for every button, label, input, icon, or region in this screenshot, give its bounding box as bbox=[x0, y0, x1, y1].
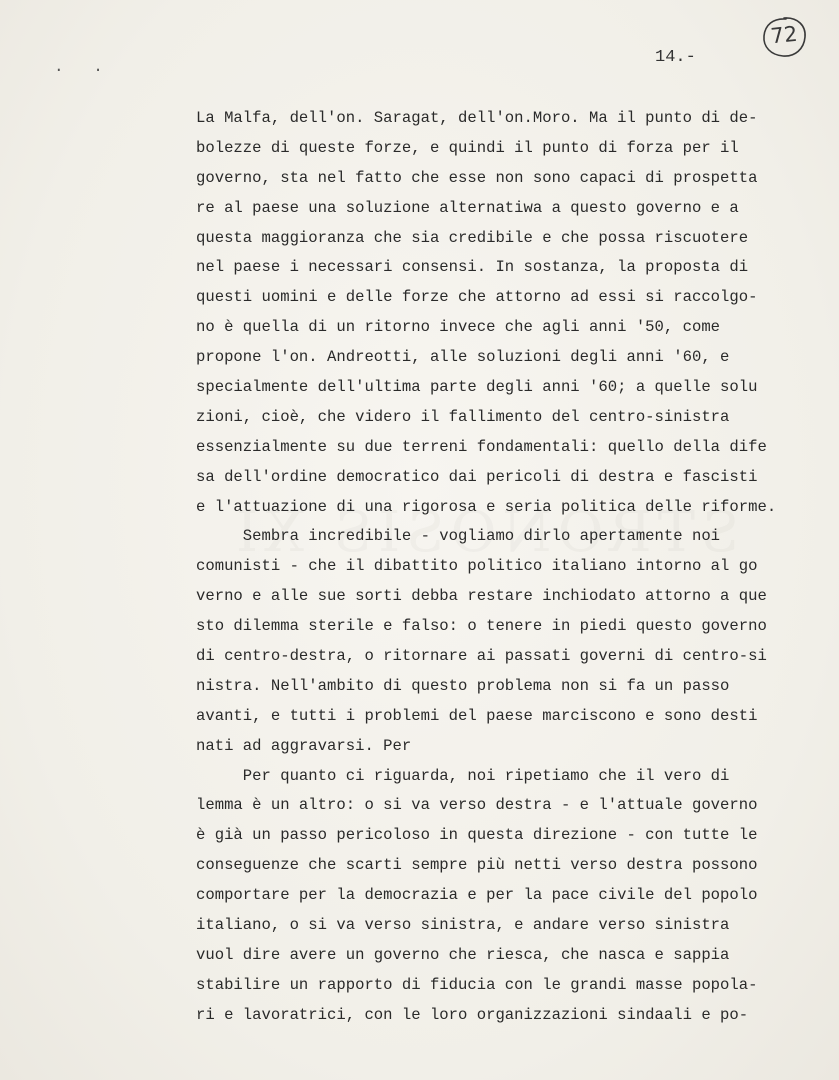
text-line: questi uomini e delle forze che attorno ad essi si raccolgo- bbox=[196, 288, 758, 307]
text-line: conseguenze che scarti sempre più netti verso destra possono bbox=[196, 856, 758, 875]
text-line: specialmente dell'ultima parte degli anni '60; a quelle solu bbox=[196, 378, 758, 397]
text-line: re al paese una soluzione alternatiwa a questo governo e a bbox=[196, 198, 739, 217]
text-line: vuol dire avere un governo che riesca, che nasca e sappia bbox=[196, 945, 730, 964]
text-line: governo, sta nel fatto che esse non sono capaci di prospetta bbox=[196, 168, 758, 187]
text-line: nistra. Nell'ambito di questo problema non si fa un passo bbox=[196, 676, 730, 695]
text-line: ri e lavoratrici, con le loro organizzazioni sindaali e po- bbox=[196, 1005, 749, 1024]
text-line: avanti, e tutti i problemi del paese marciscono e sono desti bbox=[196, 706, 758, 725]
folio-stamp bbox=[760, 15, 808, 59]
text-line: nel paese i necessari consensi. In sostanza, la proposta di bbox=[196, 258, 749, 277]
text-line: Per quanto ci riguarda, noi ripetiamo che il vero di bbox=[196, 766, 730, 785]
text-line: Sembra incredibile - vogliamo dirlo apertamente noi bbox=[196, 527, 721, 546]
text-line: sto dilemma sterile e falso: o tenere in piedi questo governo bbox=[196, 617, 767, 636]
text-line: sa dell'ordine democratico dai pericoli di destra e fascisti bbox=[196, 467, 758, 486]
folio-number: 72 bbox=[769, 21, 799, 49]
text-line: comportare per la democrazia e per la pace civile del popolo bbox=[196, 886, 758, 905]
text-line: no è quella di un ritorno invece che agli anni '50, come bbox=[196, 318, 721, 337]
text-line: propone l'on. Andreotti, alle soluzioni degli anni '60, e bbox=[196, 348, 730, 367]
text-line: di centro-destra, o ritornare ai passati governi di centro-si bbox=[196, 647, 767, 666]
text-line: bolezze di queste forze, e quindi il punto di forza per il bbox=[196, 138, 739, 157]
text-line: verno e alle sue sorti debba restare inchiodato attorno a que bbox=[196, 587, 767, 606]
text-line: comunisti - che il dibattito politico italiano intorno al go bbox=[196, 557, 758, 576]
text-line: zioni, cioè, che videro il fallimento del centro-sinistra bbox=[196, 407, 730, 426]
text-line: stabilire un rapporto di fiducia con le grandi masse popola- bbox=[196, 975, 758, 994]
body-text bbox=[196, 104, 806, 1031]
text-line: La Malfa, dell'on. Saragat, dell'on.Moro. Ma il punto di de- bbox=[196, 109, 758, 127]
text-line: italiano, o si va verso sinistra, e andare verso sinistra bbox=[196, 916, 730, 935]
text-line: nati ad aggravarsi. Per bbox=[196, 736, 412, 755]
text-line: essenzialmente su due terreni fondamentali: quello della dife bbox=[196, 437, 767, 456]
text-line: lemma è un altro: o si va verso destra - e l'attuale governo bbox=[196, 796, 758, 815]
text-line: e l'attuazione di una rigorosa e seria politica delle riforme. bbox=[196, 497, 777, 516]
page-number: 14.- bbox=[655, 48, 696, 67]
text-line: è già un passo pericoloso in questa direzione - con tutte le bbox=[196, 826, 758, 845]
text-line: questa maggioranza che sia credibile e che possa riscuotere bbox=[196, 228, 749, 247]
margin-marks: . . bbox=[54, 58, 113, 76]
